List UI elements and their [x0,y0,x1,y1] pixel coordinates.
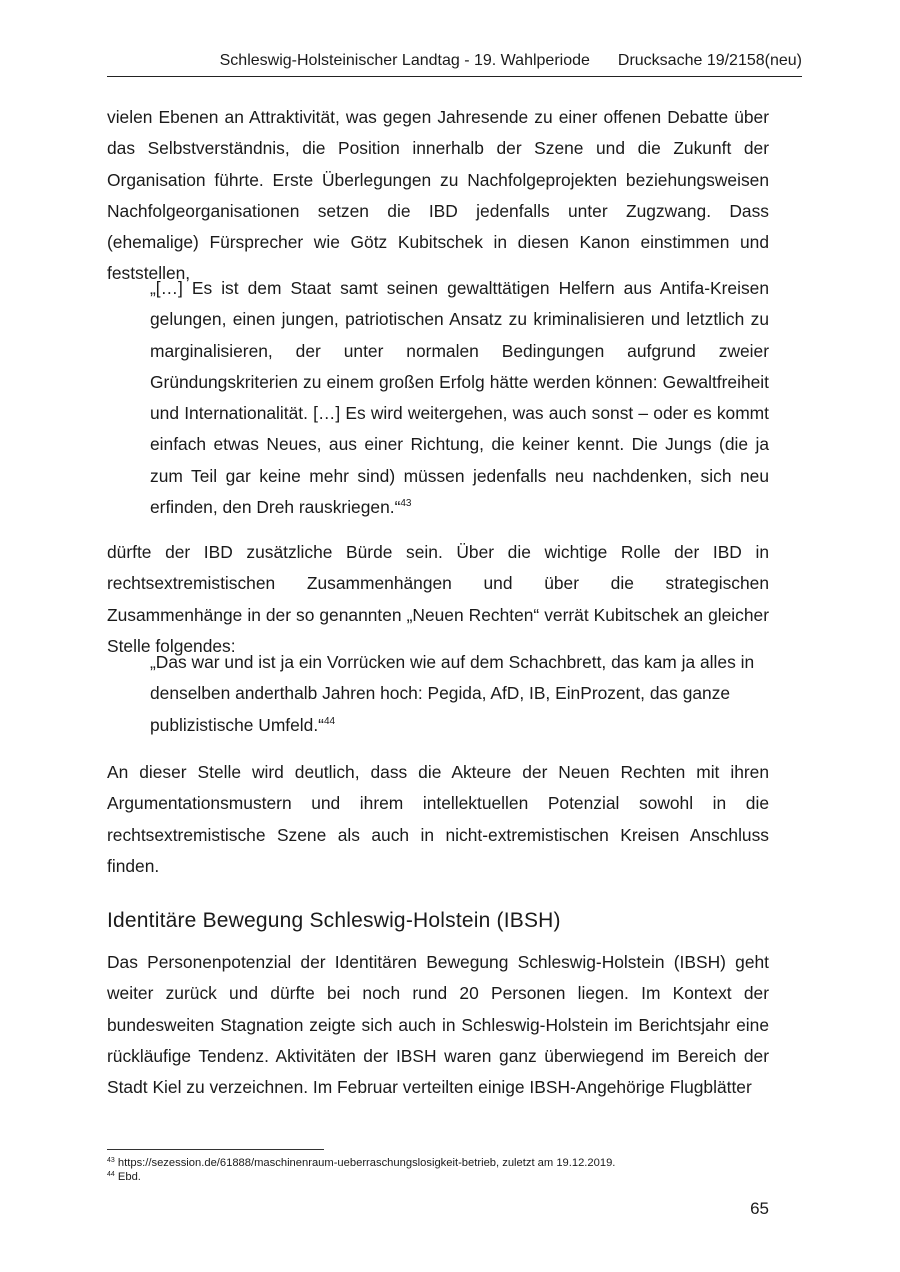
footnote-43-number: 43 [107,1157,115,1164]
header-doc-number: Drucksache 19/2158(neu) [617,52,802,69]
header-divider [107,76,802,77]
block-quote-2 [150,647,769,741]
body-paragraph-2: dürfte der IBD zusätzliche Bürde sein. Über die wichtige Rolle der IBD in rechtsextremistischen Zusammenhängen und über die strategischen Zusammenhänge in der so genannten „Neuen Rechten“ verrät Kubitschek an gleicher Stelle folgendes: [107,542,769,656]
section-heading: Identitäre Bewegung Schleswig-Holstein (IBSH) [107,909,561,932]
body-paragraph-3: An dieser Stelle wird deutlich, dass die Akteure der Neuen Rechten mit ihren Argumentationsmustern und ihrem intellektuellen Potenzial sowohl in die rechtsextremistische Szene als auch in nicht-extremistischen Kreisen Anschluss finden. [107,762,769,876]
footnote-44-text: Ebd. [117,1171,141,1183]
footnote-43 [107,1156,769,1170]
footnote-44-number: 44 [107,1171,115,1178]
footnote-ref-43: 43 [400,498,412,510]
quote-1-text: „[…] Es ist dem Staat samt seinen gewalttätigen Helfern aus Antifa-Kreisen gelungen, einen jungen, patriotischen Ansatz zu kriminalisieren und letztlich zu marginalisieren, der unter normalen Bedingungen aufgrund zweier Gründungskriterien zu einem großen Erfolg hätte werden können: Gewaltfreiheit und Internationalität. […] Es wird weitergehen, was auch sonst – oder es kommt einfach etwas Neues, aus einer Richtung, die keiner kennt. Die Jungs (die ja zum Teil gar keine mehr sind) müssen jedenfalls neu nachdenken, sich neu erfinden, den Dreh rauskriegen.“ [150,278,769,518]
page-header [107,50,802,72]
footnote-43-text: https://sezession.de/61888/maschinenraum-ueberraschungslosigkeit-betrieb, zuletzt am 19.12.2019. [117,1157,616,1169]
footnote-ref-44: 44 [323,715,336,727]
page-number: 65 [750,1199,769,1218]
block-quote-1 [150,273,769,523]
header-title: Schleswig-Holsteinischer Landtag - 19. Wahlperiode [219,52,590,69]
footnote-44 [107,1170,769,1184]
footnotes [107,1156,769,1184]
footnote-divider [107,1149,324,1150]
body-paragraph-4: Das Personenpotenzial der Identitären Bewegung Schleswig-Holstein (IBSH) geht weiter zurück und dürfte bei noch rund 20 Personen liegen. Im Kontext der bundesweiten Stagnation zeigte sich auch in Schleswig-Holstein im Berichtsjahr eine rückläufige Tendenz. Aktivitäten der IBSH waren ganz überwiegend im Bereich der Stadt Kiel zu verzeichnen. Im Februar verteilten einige IBSH-Angehörige Flugblätter [107,952,769,1098]
quote-2-text: „Das war und ist ja ein Vorrücken wie auf dem Schachbrett, das kam ja alles in denselben anderthalb Jahren hoch: Pegida, AfD, IB, EinProzent, das ganze publizistische Umfeld.“ [150,652,755,735]
body-paragraph-1: vielen Ebenen an Attraktivität, was gegen Jahresende zu einer offenen Debatte über das Selbstverständnis, die Position innerhalb der Szene und die Zukunft der Organisation führte. Erste Überlegungen zu Nachfolgeprojekten beziehungsweisen Nachfolgeorganisationen setzen die IBD jedenfalls unter Zugzwang. Dass (ehemalige) Fürsprecher wie Götz Kubitschek in diesen Kanon einstimmen und feststellen, [107,107,769,284]
